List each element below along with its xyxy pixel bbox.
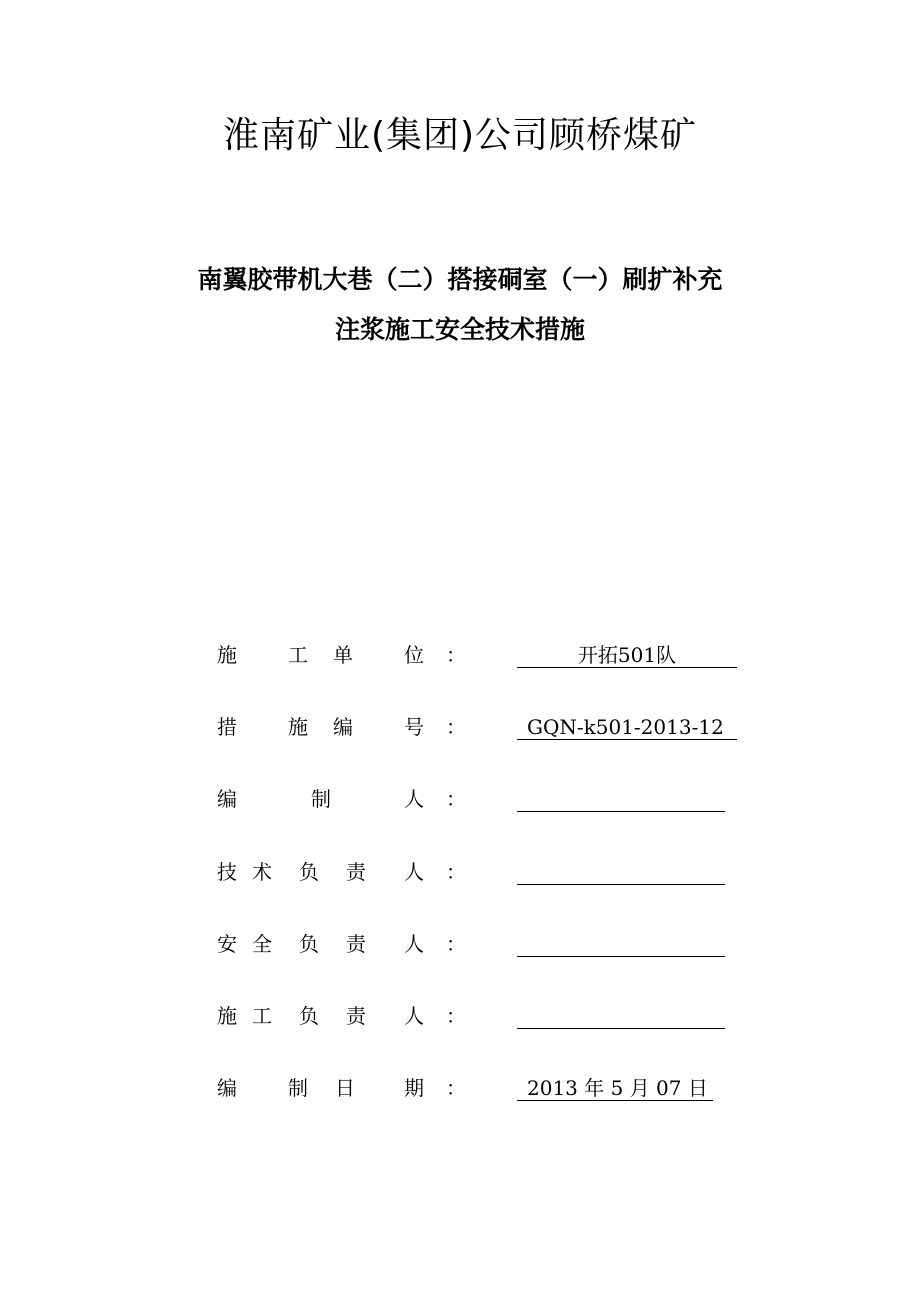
label-construction-unit: 施 工 单 位	[217, 643, 424, 667]
label-safety-lead: 安 全 负 责 人	[217, 932, 424, 956]
colon: ：	[446, 1076, 466, 1100]
colon: ：	[446, 932, 466, 956]
label-compiler: 编 制 人	[217, 787, 424, 811]
value-construction-unit: 开拓501队	[517, 637, 737, 668]
company-name: 淮南矿业(集团)公司顾桥煤矿	[222, 115, 698, 156]
document-title-line-2: 注浆施工安全技术措施	[334, 315, 585, 344]
label-construction-lead: 施 工 负 责 人	[217, 1004, 424, 1028]
info-row-safety-lead	[0, 926, 920, 962]
colon: ：	[446, 643, 466, 667]
info-row-measure-number	[0, 709, 920, 745]
colon: ：	[446, 1004, 466, 1028]
label-measure-number: 措 施 编 号	[217, 715, 424, 739]
label-technical-lead: 技 术 负 责 人	[217, 860, 424, 884]
value-measure-number: GQN-k501-2013-12	[517, 709, 737, 740]
info-row-construction-unit	[0, 637, 920, 673]
info-row-technical-lead	[0, 854, 920, 890]
colon: ：	[446, 715, 466, 739]
value-compile-date: 2013 年 5 月 07 日	[517, 1070, 713, 1101]
value-construction-lead	[517, 998, 725, 1029]
info-row-compiler	[0, 781, 920, 817]
info-row-construction-lead	[0, 998, 920, 1034]
colon: ：	[446, 787, 466, 811]
info-row-compile-date	[0, 1070, 920, 1106]
label-compile-date: 编 制 日 期	[217, 1076, 424, 1100]
colon: ：	[446, 860, 466, 884]
value-technical-lead	[517, 854, 725, 885]
value-compiler	[517, 781, 725, 812]
document-title-line-1: 南翼胶带机大巷（二）搭接硐室（一）刷扩补充	[197, 265, 723, 294]
value-safety-lead	[517, 926, 725, 957]
